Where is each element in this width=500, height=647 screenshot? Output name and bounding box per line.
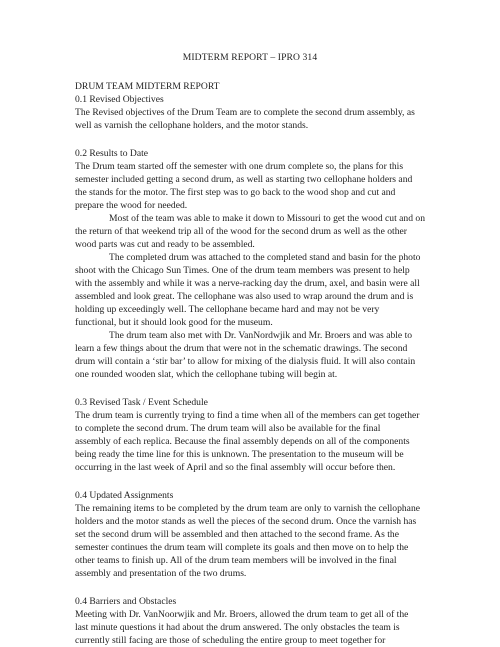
text-line: Most of the team was able to make it down to Missouri to get the wood cut and on (109, 213, 426, 224)
text-line: the return of that weekend trip all of the wood for the second drum as well as the other (75, 226, 407, 237)
text-line: prepare the wood for needed. (75, 200, 188, 211)
text-line: 0.4 Barriers and Obstacles (75, 596, 177, 607)
text-line: shoot with the Chicago Sun Times. One of the drum team members was present to help (75, 265, 410, 276)
text-line: holders and the motor stands as well the pieces of the second drum. Once the varnish has (75, 516, 417, 527)
text-line: semester continues the drum team will complete its goals and then move on to help the (75, 542, 409, 553)
text-line: 0.4 Updated Assignments (75, 490, 174, 501)
text-line: The Revised objectives of the Drum Team are to complete the second drum assembly, as (75, 107, 415, 118)
text-line: holding up exceedingly well. The cellophane became hard and may not be very (75, 304, 380, 315)
text-line: learn a few things about the drum that were not in the schematic drawings. The second (75, 343, 408, 354)
text-line: The remaining items to be completed by the drum team are only to varnish the cellophane (75, 503, 421, 514)
report-title: MIDTERM REPORT – IPRO 314 (182, 52, 318, 63)
text-line: semester included getting a second drum, as well as starting two cellophane holders and (75, 174, 413, 185)
text-line: The completed drum was attached to the completed stand and basin for the photo (109, 252, 421, 263)
text-line: functional, but it should look good for the museum. (75, 317, 273, 328)
text-line: currently still facing are those of scheduling the entire group to meet together for (75, 635, 386, 646)
text-line: the stands for the motor. The first step was to go back to the wood shop and cut and (75, 187, 396, 198)
text-line: The drum team is currently trying to find a time when all of the members can get together (75, 410, 420, 421)
text-line: one rounded wooden slat, which the cellophane tubing will begin at. (75, 369, 338, 380)
text-line: well as varnish the cellophane holders, and the motor stands. (75, 120, 309, 131)
text-line: 0.2 Results to Date (75, 148, 149, 159)
text-line: drum will contain a ‘stir bar’ to allow for mixing of the dialysis fluid. It will also contain (75, 356, 416, 367)
text-line: assembly of each replica. Because the final assembly depends on all of the components (75, 436, 410, 447)
text-line: set the second drum will be assembled and then attached to the second frame. As the (75, 529, 399, 540)
text-line: 0.3 Revised Task / Event Schedule (75, 397, 208, 408)
text-line: wood parts was cut and ready to be assembled. (75, 239, 255, 250)
text-line: 0.1 Revised Objectives (75, 94, 164, 105)
text-line: with the assembly and while it was a nerve-racking day the drum, axel, and basin were all (75, 278, 420, 289)
text-line: assembled and look great. The cellophane was also used to wrap around the drum and is (75, 291, 414, 302)
text-line: The Drum team started off the semester with one drum complete so, the plans for this (75, 161, 404, 172)
text-line: DRUM TEAM MIDTERM REPORT (75, 81, 220, 92)
text-line: occurring in the last week of April and so the final assembly will occur before then. (75, 462, 396, 473)
text-line: last minute questions it had about the drum answered. The only obstacles the team is (75, 622, 400, 633)
text-line: to complete the second drum. The drum team will also be available for the final (75, 423, 381, 434)
text-line: other teams to finish up. All of the drum team members will be involved in the final (75, 555, 397, 566)
text-line: being ready the time line for this is unknown. The presentation to the museum will be (75, 449, 404, 460)
text-line: The drum team also met with Dr. VanNordwjik and Mr. Broers and was able to (109, 330, 413, 341)
text-line: Meeting with Dr. VanNoorwjik and Mr. Broers, allowed the drum team to get all of the (75, 609, 409, 620)
text-line: assembly and presentation of the two drums. (75, 568, 247, 579)
